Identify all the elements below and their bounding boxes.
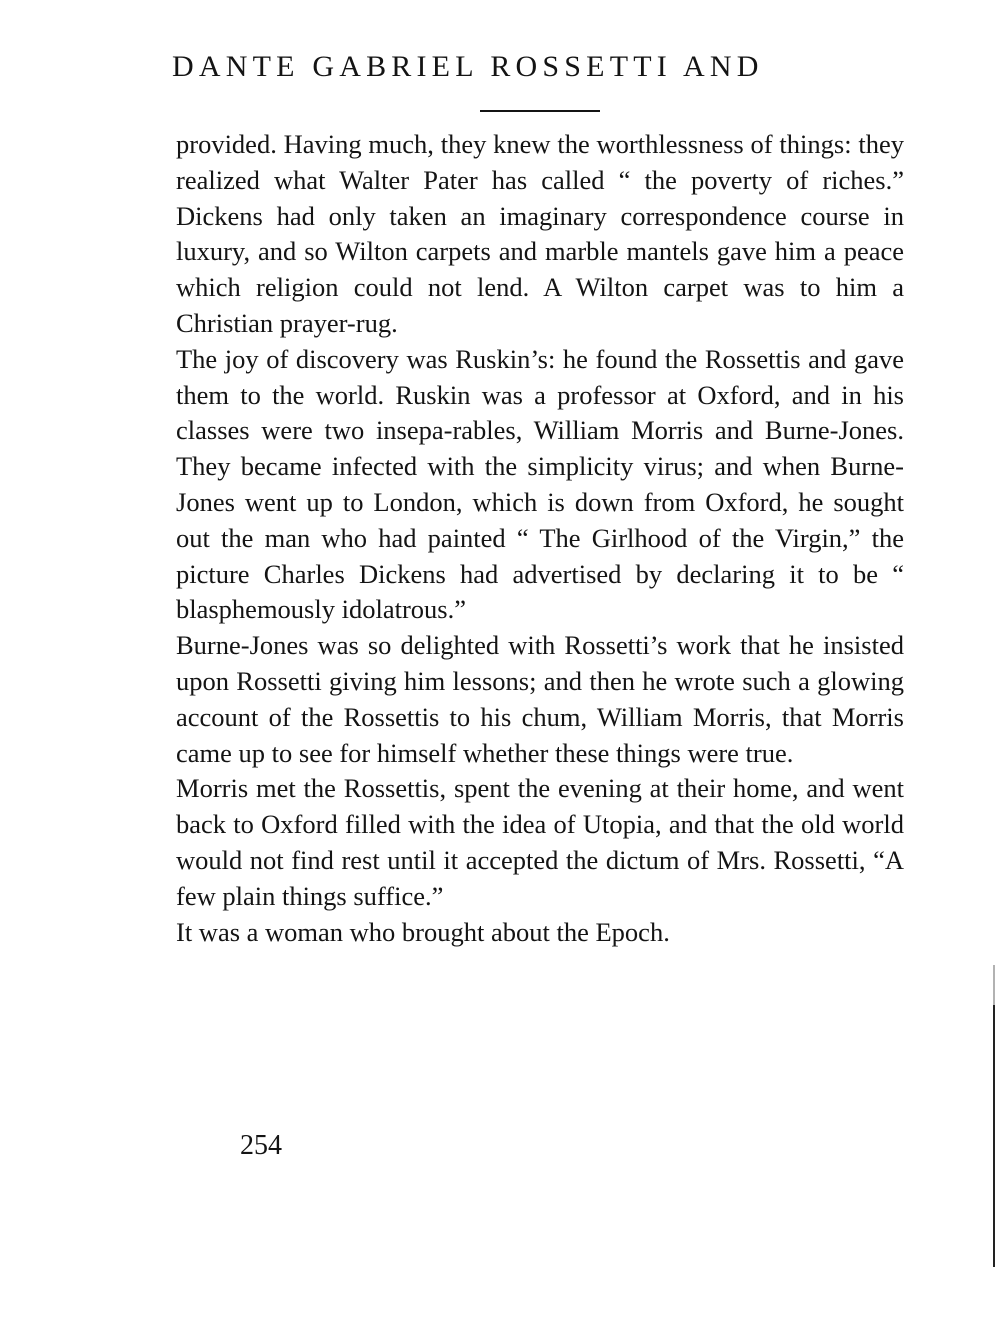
margin-mark [993, 965, 995, 1005]
paragraph: provided. Having much, they knew the worthlessness of things: they realized what Walter Pater has called “ the poverty of riches.” Dickens had only taken an imaginary correspondence course in luxury, and so Wilton carpets and marble mantels gave him a peace which religion could not lend. A Wilton carpet was to him a Christian prayer-rug. [176, 129, 904, 338]
paragraph: Morris met the Rossettis, spent the evening at their home, and went back to Oxford filled with the idea of Utopia, and that the old world would not find rest until it accepted the dictum of Mrs. Rossetti, “A few plain things suffice.” [176, 773, 904, 911]
body-text [176, 127, 904, 950]
header-rule [480, 110, 600, 112]
margin-mark [993, 1005, 995, 1267]
page-number: 254 [240, 1130, 282, 1161]
paragraph: It was a woman who brought about the Epoch. [176, 916, 670, 947]
running-head: DANTE GABRIEL ROSSETTI AND [172, 50, 764, 83]
paragraph: Burne-Jones was so delighted with Rossetti’s work that he insisted upon Rossetti giving him lessons; and then he wrote such a glowing account of the Rossettis to his chum, William Morris, that Morris came up to see for himself whether these things were true. [176, 630, 904, 768]
paragraph: The joy of discovery was Ruskin’s: he found the Rossettis and gave them to the world. Ruskin was a professor at Oxford, and in his classes were two insepa-rables, William Morris and Burne-Jones. They became infected with the simplicity virus; and when Burne-Jones went up to London, which is down from Oxford, he sought out the man who had painted “ The Girlhood of the Virgin,” the picture Charles Dickens had advertised by declaring it to be “ blasphemously idolatrous.” [176, 343, 904, 625]
